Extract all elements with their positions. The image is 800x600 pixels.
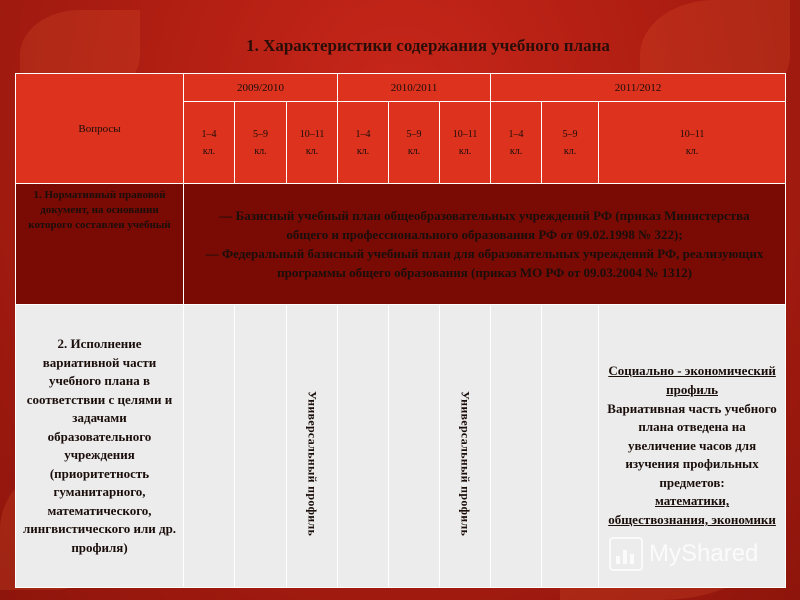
empty-cell [184, 305, 235, 588]
profile-cell [287, 305, 338, 588]
grade-header: 5–9 кл. [235, 102, 287, 184]
empty-cell [542, 305, 599, 588]
grade-header: 10–11 кл. [599, 102, 786, 184]
presentation-icon [609, 537, 643, 571]
grade-header: 10–11 кл. [440, 102, 491, 184]
grade-header: 10–11 кл. [287, 102, 338, 184]
row1-question: 1. Нормативный правовой документ, на основании которого составлен учебный [16, 184, 184, 305]
profile-cell [440, 305, 491, 588]
year-header: 2009/2010 [184, 74, 338, 102]
grade-header: 1–4 кл. [338, 102, 389, 184]
year-header: 2010/2011 [338, 74, 491, 102]
curriculum-table [15, 73, 786, 588]
profile-label: Универсальный профиль [305, 390, 320, 537]
table-row [16, 184, 786, 305]
document-line: — Федеральный базисный учебный план для образовательных учреждений РФ, реализующих программы общего образования (приказ МО РФ от 09.03.2004 № 1312) [205, 246, 764, 280]
row2-question: 2. Исполнение вариативной части учебного плана в соответствии с целями и задачами образовательного учреждения (приоритетность гуманитарного, математического, лингвистического или др. профиля) [16, 305, 184, 588]
profile-subjects: математики, обществознания, экономики [608, 493, 776, 528]
header-row-years [16, 74, 786, 102]
empty-cell [235, 305, 287, 588]
grade-header: 5–9 кл. [542, 102, 599, 184]
profile-text: Вариативная часть учебного плана отведена на увеличение часов для изучения профильных предметов: [607, 400, 777, 490]
watermark-text: MyShared [649, 540, 759, 567]
watermark [609, 536, 758, 572]
profile-label: Универсальный профиль [458, 390, 473, 537]
profile-name: Социально - экономический профиль [608, 363, 776, 397]
page-title: 1. Характеристики содержания учебного плана [246, 36, 610, 55]
empty-cell [389, 305, 440, 588]
year-header: 2011/2012 [491, 74, 786, 102]
row1-documents [184, 184, 786, 305]
grade-header: 1–4 кл. [184, 102, 235, 184]
grade-header: 5–9 кл. [389, 102, 440, 184]
questions-header: Вопросы [16, 74, 184, 184]
grade-header: 1–4 кл. [491, 102, 542, 184]
empty-cell [338, 305, 389, 588]
document-line: — Базисный учебный план общеобразовательных учреждений РФ (приказ Министерства общего и профессионального образования РФ от 09.02.1998 № 322); [219, 208, 750, 242]
empty-cell [491, 305, 542, 588]
